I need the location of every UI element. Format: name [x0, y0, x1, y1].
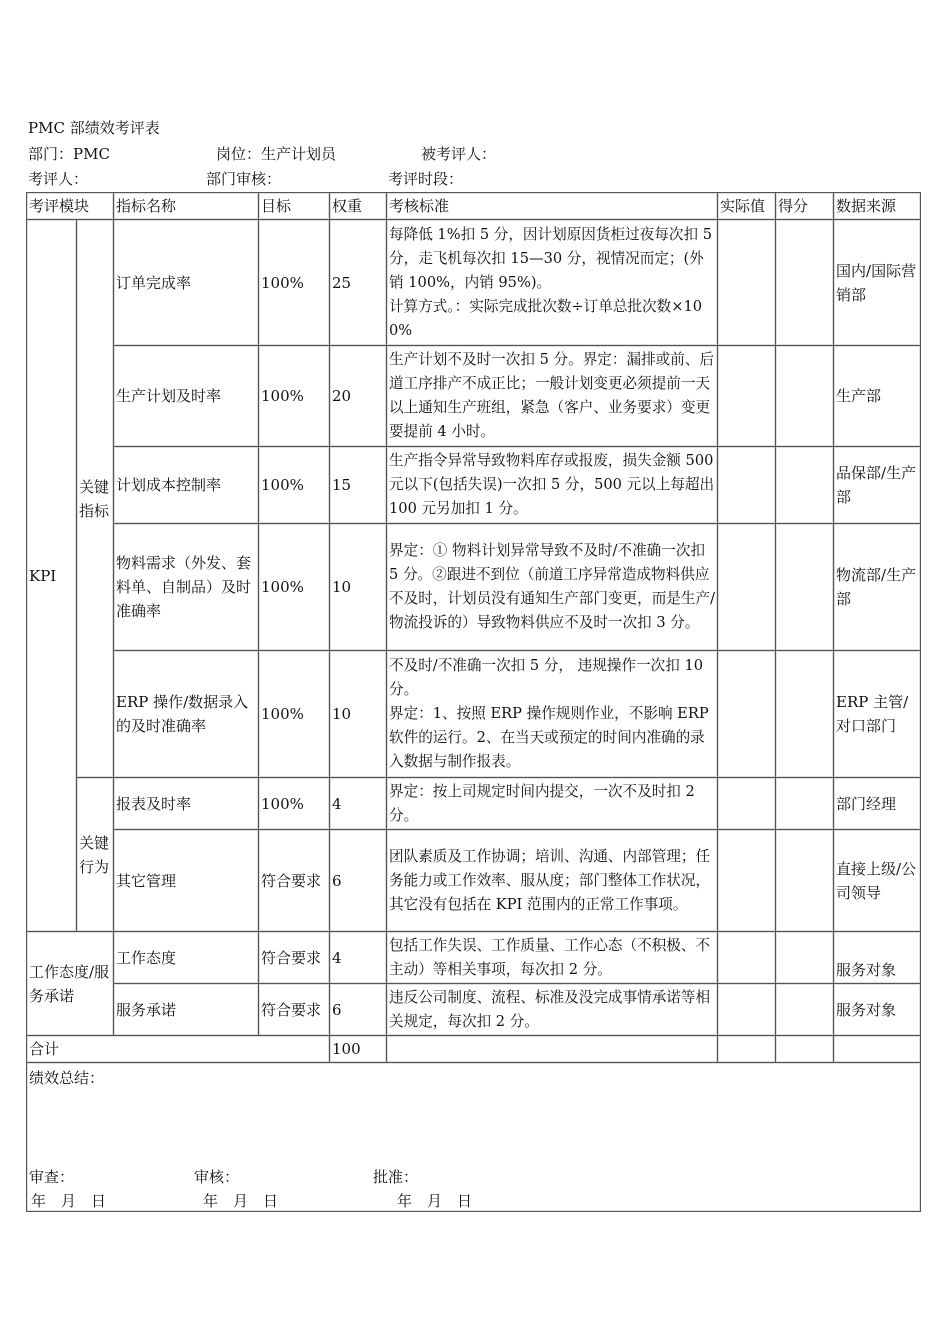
source-cell: 部门经理	[834, 778, 921, 830]
total-standard	[387, 1036, 718, 1063]
actual-cell[interactable]	[718, 932, 776, 984]
actual-cell[interactable]	[718, 830, 776, 932]
total-actual[interactable]	[718, 1036, 776, 1063]
standard-cell: 界定：① 物料计划异常导致不及时/不准确一次扣 5 分。②跟进不到位（前道工序异常造成物料供应不及时，计划员没有通知生产部门变更，而是生产/物流投诉的）导致物料供应不及时一次扣 3 分。	[387, 524, 718, 651]
col-score: 得分	[776, 193, 834, 220]
weight-cell: 4	[330, 778, 387, 830]
target-cell: 符合要求	[259, 830, 330, 932]
col-actual: 实际值	[718, 193, 776, 220]
weight-cell: 10	[330, 651, 387, 778]
group-key-indicators: 关键指标	[77, 220, 114, 778]
review-date: 年 月 日	[31, 1192, 107, 1210]
col-module: 考评模块	[27, 193, 114, 220]
module-attitude: 工作态度/服务承诺	[27, 932, 114, 1036]
col-target: 目标	[259, 193, 330, 220]
target-cell: 100%	[259, 447, 330, 524]
total-weight: 100	[330, 1036, 387, 1063]
source-cell: 品保部/生产部	[834, 447, 921, 524]
standard-cell: 生产计划不及时一次扣 5 分。界定：漏排或前、后道工序排产不成正比；一般计划变更必须提前一天以上通知生产班组，紧急（客户、业务要求）变更要提前 4 小时。	[387, 346, 718, 447]
target-cell: 符合要求	[259, 932, 330, 984]
period-label: 考评时段：	[388, 170, 464, 188]
actual-cell[interactable]	[718, 778, 776, 830]
post-label: 岗位：生产计划员	[216, 145, 337, 163]
actual-cell[interactable]	[718, 651, 776, 778]
table-row	[27, 778, 921, 830]
audit-label: 审核：	[194, 1168, 240, 1186]
actual-cell[interactable]	[718, 984, 776, 1036]
standard-cell: 界定：按上司规定时间内提交，一次不及时扣 2 分。	[387, 778, 718, 830]
module-kpi: KPI	[27, 220, 77, 932]
actual-cell[interactable]	[718, 524, 776, 651]
dept-label: 部门：PMC	[28, 145, 110, 163]
score-cell[interactable]	[776, 932, 834, 984]
header-row	[27, 193, 921, 220]
table-row	[27, 346, 921, 447]
approve-label: 批准：	[373, 1168, 419, 1186]
standard-cell: 生产指令异常导致物料库存或报废，损失金额 500 元以下(包括失误)一次扣 5 分，500 元以上每超出 100 元另加扣 1 分。	[387, 447, 718, 524]
standard-text-2: 计算方式。：实际完成批次数÷订单总批次数×100%	[389, 297, 703, 339]
dept-review-label: 部门审核：	[206, 170, 282, 188]
group-key-behavior: 关键行为	[77, 778, 114, 932]
approve-date: 年 月 日	[397, 1192, 473, 1210]
total-row	[27, 1036, 921, 1063]
total-score[interactable]	[776, 1036, 834, 1063]
source-cell: 生产部	[834, 346, 921, 447]
total-source	[834, 1036, 921, 1063]
weight-cell: 6	[330, 830, 387, 932]
col-weight: 权重	[330, 193, 387, 220]
summary-label: 绩效总结：	[29, 1069, 105, 1087]
indicator-name: 物料需求（外发、套料单、自制品）及时准确率	[114, 524, 259, 651]
target-cell: 100%	[259, 778, 330, 830]
source-cell: 直接上级/公司领导	[834, 830, 921, 932]
indicator-name: 其它管理	[114, 830, 259, 932]
target-cell: 100%	[259, 651, 330, 778]
score-cell[interactable]	[776, 830, 834, 932]
score-cell[interactable]	[776, 651, 834, 778]
weight-cell: 15	[330, 447, 387, 524]
score-cell[interactable]	[776, 778, 834, 830]
weight-cell: 20	[330, 346, 387, 447]
indicator-name: 计划成本控制率	[114, 447, 259, 524]
summary-cell	[27, 1063, 921, 1212]
audit-date: 年 月 日	[203, 1192, 279, 1210]
source-cell: 国内/国际营销部	[834, 220, 921, 346]
indicator-name: 服务承诺	[114, 984, 259, 1036]
table-row	[27, 932, 921, 984]
standard-cell	[387, 651, 718, 778]
indicator-name: ERP 操作/数据录入的及时准确率	[114, 651, 259, 778]
standard-text: 每降低 1%扣 5 分，因计划原因货柜过夜每次扣 5 分，走飞机每次扣 15—30 分，视情况而定；(外销 100%，内销 95%)。	[389, 225, 712, 291]
table-row	[27, 984, 921, 1036]
standard-cell: 团队素质及工作协调；培训、沟通、内部管理；任务能力或工作效率、服从度；部门整体工作状况，其它没有包括在 KPI 范围内的正常工作事项。	[387, 830, 718, 932]
indicator-name: 工作态度	[114, 932, 259, 984]
actual-cell[interactable]	[718, 220, 776, 346]
standard-cell: 包括工作失误、工作质量、工作心态（不积极、不主动）等相关事项，每次扣 2 分。	[387, 932, 718, 984]
weight-cell: 6	[330, 984, 387, 1036]
weight-cell: 25	[330, 220, 387, 346]
score-cell[interactable]	[776, 447, 834, 524]
appraisee-label: 被考评人：	[421, 145, 497, 163]
indicator-name: 生产计划及时率	[114, 346, 259, 447]
col-indicator: 指标名称	[114, 193, 259, 220]
source-cell: 服务对象	[834, 984, 921, 1036]
standard-cell	[387, 220, 718, 346]
standard-text-2: 界定：1、按照 ERP 操作规则作业，不影响 ERP 软件的运行。2、在当天或预定的时间内准确的录入数据与制作报表。	[389, 705, 709, 770]
table-row	[27, 651, 921, 778]
score-cell[interactable]	[776, 524, 834, 651]
form-title: PMC 部绩效考评表	[28, 119, 160, 137]
source-cell: 服务对象	[834, 932, 921, 984]
standard-text: 不及时/不准确一次扣 5 分， 违规操作一次扣 10 分。	[389, 657, 704, 698]
appraiser-label: 考评人：	[28, 170, 89, 188]
target-cell: 100%	[259, 220, 330, 346]
weight-cell: 10	[330, 524, 387, 651]
indicator-name: 报表及时率	[114, 778, 259, 830]
indicator-name: 订单完成率	[114, 220, 259, 346]
col-source: 数据来源	[834, 193, 921, 220]
table-row	[27, 524, 921, 651]
total-label: 合计	[27, 1036, 330, 1063]
target-cell: 符合要求	[259, 984, 330, 1036]
standard-cell: 违反公司制度、流程、标准及没完成事情承诺等相关规定，每次扣 2 分。	[387, 984, 718, 1036]
table-row	[27, 220, 921, 346]
target-cell: 100%	[259, 346, 330, 447]
score-cell[interactable]	[776, 984, 834, 1036]
summary-row	[27, 1063, 921, 1212]
score-cell[interactable]	[776, 346, 834, 447]
actual-cell[interactable]	[718, 447, 776, 524]
weight-cell: 4	[330, 932, 387, 984]
score-cell[interactable]	[776, 220, 834, 346]
target-cell: 100%	[259, 524, 330, 651]
source-cell: ERP 主管/对口部门	[834, 651, 921, 778]
table-row	[27, 447, 921, 524]
source-cell: 物流部/生产部	[834, 524, 921, 651]
table-row	[27, 830, 921, 932]
review-label: 审查：	[29, 1168, 75, 1186]
actual-cell[interactable]	[718, 346, 776, 447]
col-standard: 考核标准	[387, 193, 718, 220]
appraisal-table	[26, 192, 921, 1212]
